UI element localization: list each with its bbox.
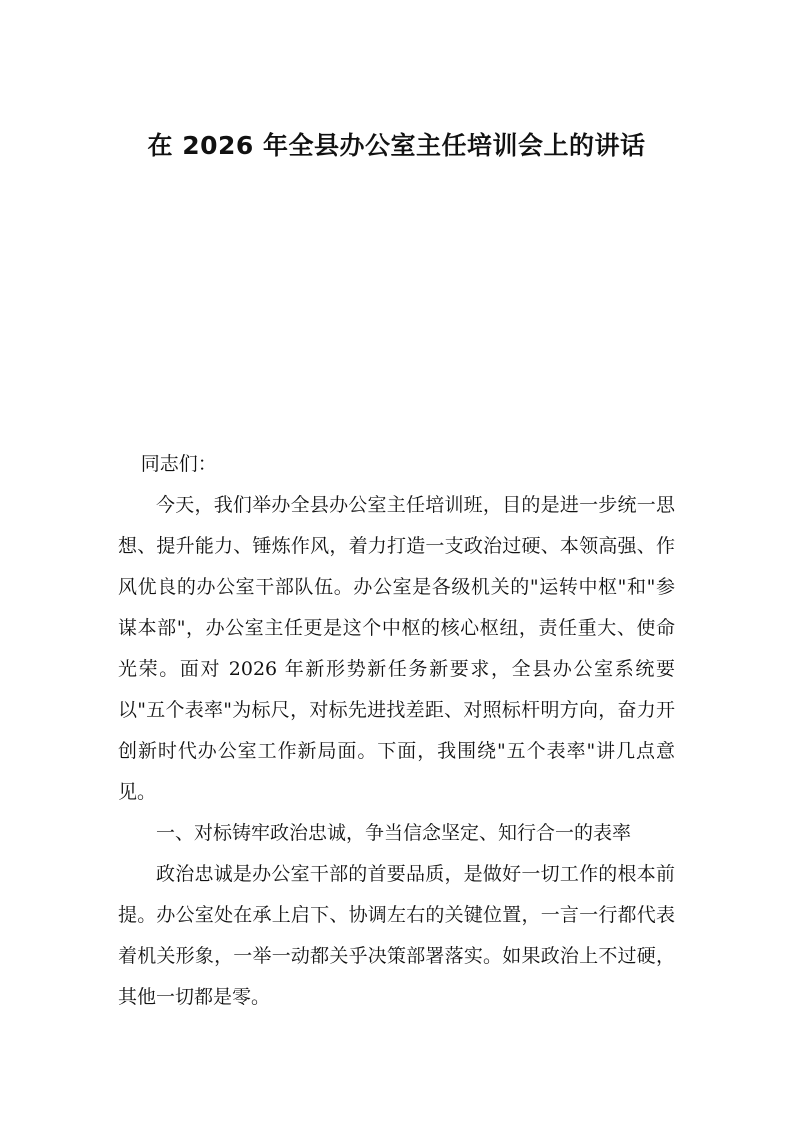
document-body [118,444,675,1018]
document-title: 在 2026 年全县办公室主任培训会上的讲话 [147,131,646,160]
paragraph-section-1: 政治忠诚是办公室干部的首要品质，是做好一切工作的根本前提。办公室处在承上启下、协调左右的关键位置，一言一行都代表着机关形象，一举一动都关乎决策部署落实。如果政治上不过硬，其他一切都是零。 [118,863,675,1008]
salutation: 同志们： [140,453,217,475]
section-heading-1: 一、对标铸牢政治忠诚，争当信念坚定、知行合一的表率 [156,822,632,844]
paragraph-intro: 今天，我们举办全县办公室主任培训班，目的是进一步统一思想、提升能力、锤炼作风，着力打造一支政治过硬、本领高强、作风优良的办公室干部队伍。办公室是各级机关的"运转中枢"和"参谋本部"，办公室主任更是这个中枢的核心枢纽，责任重大、使命光荣。面对 2026 年新形势新任务新要求，全县办公室系统要以"五个表率"为标尺，对标先进找差距、对照标杆明方向，奋力开创新时代办公室工作新局面。下面，我围绕"五个表率"讲几点意见。 [118,494,675,803]
